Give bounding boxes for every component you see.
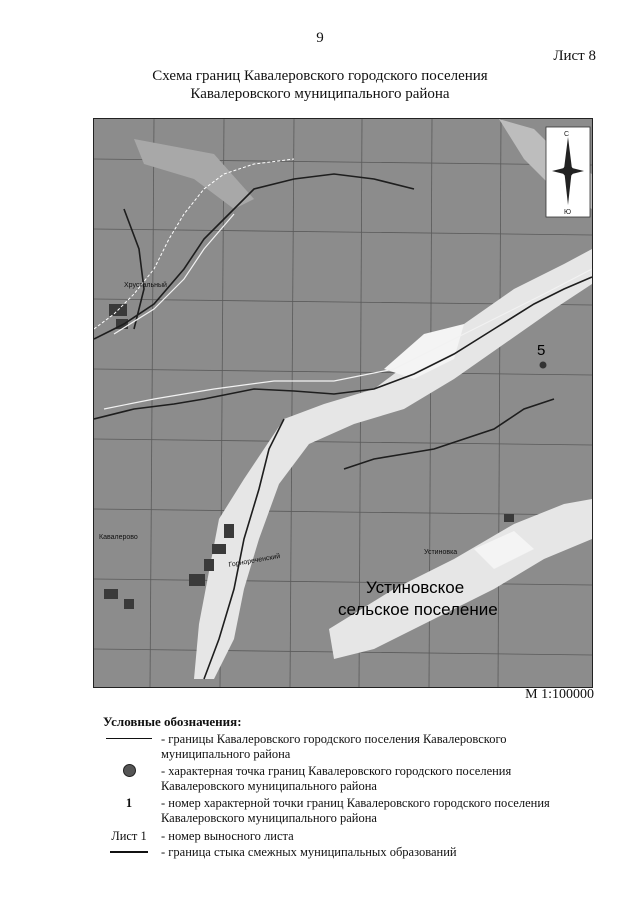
legend-text: - характерная точка границ Кавалеровского городского поселения Кавалеровского муниципального района — [161, 764, 512, 793]
sheet-label: Лист 8 — [553, 48, 596, 64]
place-name: Хрустальный — [124, 282, 167, 289]
compass-north: С — [564, 131, 570, 138]
place-name: Кавалерово — [99, 534, 138, 541]
point-number-label: 5 — [537, 342, 546, 359]
legend-item-sheet — [103, 829, 603, 845]
point-dot-symbol — [103, 764, 155, 777]
sheet-symbol: Лист 1 — [111, 829, 147, 843]
compass-south: Ю — [564, 209, 572, 216]
legend-text: - границы Кавалеровского городского поселения Кавалеровского муниципального района — [161, 732, 507, 761]
legend-heading: Условные обозначения: — [103, 714, 242, 729]
characteristic-point-5[interactable] — [540, 362, 547, 369]
legend-item-point-number — [103, 796, 603, 828]
area-label-line-1: Устиновское — [366, 578, 465, 597]
boundary-line-symbol — [103, 738, 155, 739]
place-name: Устиновка — [424, 549, 458, 556]
point-number-symbol: 1 — [125, 796, 133, 810]
legend-text: - граница стыка смежных муниципальных образований — [161, 845, 457, 859]
legend-item-point — [103, 764, 603, 796]
compass-inset — [546, 127, 590, 217]
thick-line-symbol — [103, 851, 155, 853]
title-line-2: Кавалеровского муниципального района — [190, 86, 450, 102]
topographic-map — [94, 119, 592, 687]
page-number: 9 — [316, 30, 324, 46]
legend-text: - номер характерной точки границ Кавалеровского городского поселения Кавалеровского муниципального района — [161, 796, 550, 825]
title-line-1: Схема границ Кавалеровского городского поселения — [152, 68, 488, 84]
legend-item-boundary — [103, 732, 603, 764]
page-title — [0, 67, 640, 103]
legend-text: - номер выносного листа — [161, 829, 294, 843]
scale-label: М 1:100000 — [525, 687, 594, 702]
map-frame[interactable] — [93, 118, 593, 688]
legend-item-junction — [103, 845, 603, 861]
area-label-line-2: сельское поселение — [338, 600, 498, 619]
boundary-line — [94, 159, 294, 329]
place-name: Горнореченский — [228, 553, 281, 569]
